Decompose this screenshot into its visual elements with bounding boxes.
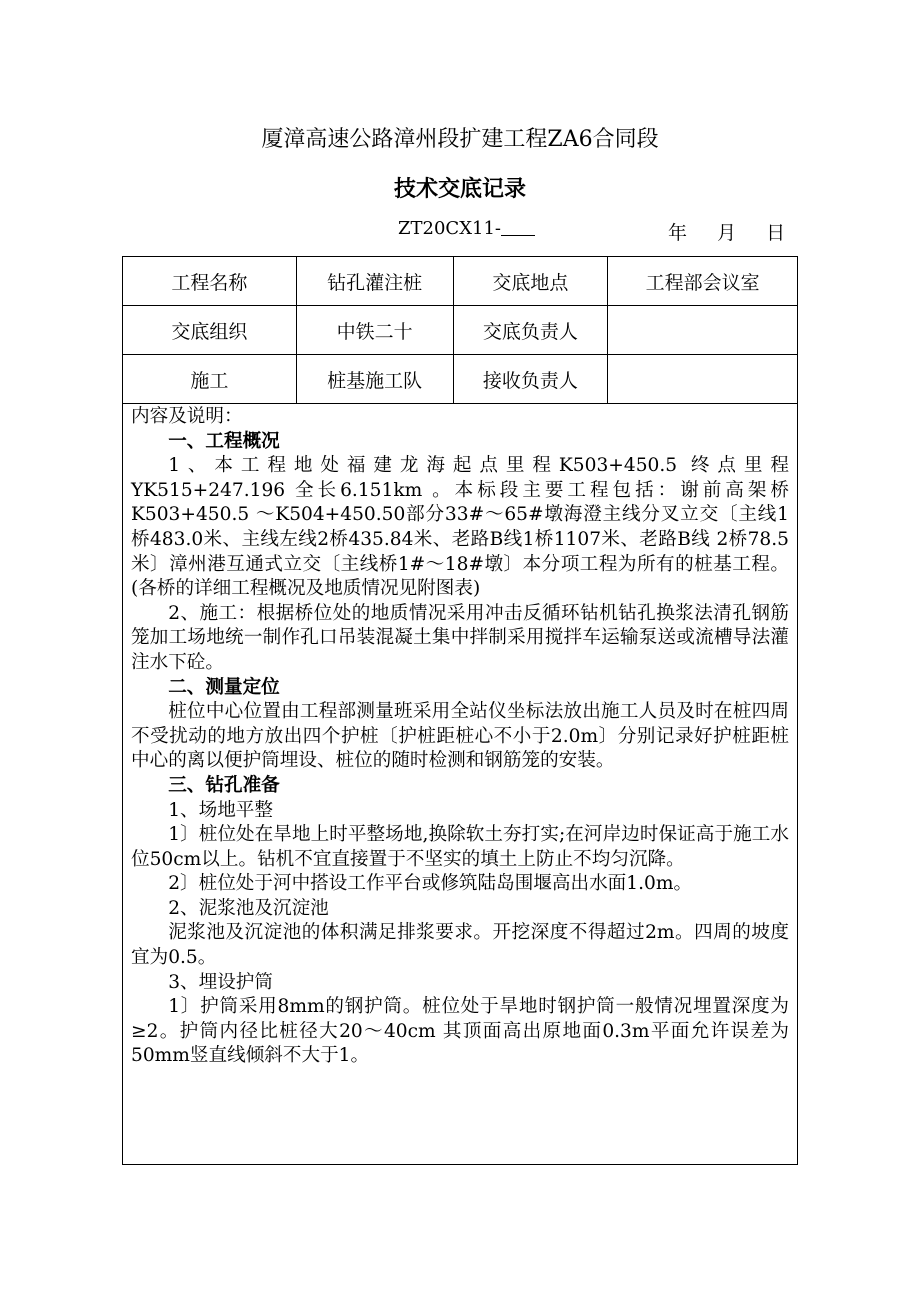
paragraph: 桩位中心位置由工程部测量班采用全站仪坐标法放出施工人员及时在桩四周不受扰动的地方放出四个护桩〔护桩距桩心不小于2.0m〕分别记录好护桩距桩中心的离以便护筒埋设、桩位的随时检测和钢筋笼的安装。 <box>131 701 789 772</box>
date-field <box>668 218 785 245</box>
table-cell: 交底负责人 <box>453 306 608 355</box>
info-table <box>122 256 798 404</box>
table-cell[interactable] <box>608 355 798 404</box>
table-cell: 桩基施工队 <box>296 355 453 404</box>
section-heading-overview: 一、工程概况 <box>168 430 280 452</box>
paragraph: 1〕桩位处在旱地上时平整场地,换除软土夯打实;在河岸边时保证高于施工水位50cm以上。钻机不宜直接置于不坚实的填土上防止不均匀沉降。 <box>131 824 789 870</box>
table-cell: 交底组织 <box>123 306 297 355</box>
table-cell: 交底地点 <box>453 257 608 306</box>
section-heading-survey: 二、测量定位 <box>168 676 280 698</box>
paragraph: 泥浆池及沉淀池的体积满足排浆要求。开挖深度不得超过2m。四周的坡度宜为0.5。 <box>131 922 789 969</box>
table-row <box>123 355 798 404</box>
table-row <box>123 306 798 355</box>
table-cell: 施工 <box>123 355 297 404</box>
date-month-label: 月 <box>717 222 737 244</box>
paragraph: 2、施工：根据桥位处的地质情况采用冲击反循环钻机钻孔换浆法清孔钢筋笼加工场地统一制作孔口吊装混凝土集中拌制采用搅拌车运输泵送或流槽导法灌注水下砼。 <box>131 602 789 673</box>
paragraph: 1、本工程地处福建龙海起点里程K503+450.5 终点里程YK515+247.196 全长6.151km 。本标段主要工程包括：谢前高架桥K503+450.5 ～K504+450.50部分33#～65#墩海澄主线分叉立交〔主线1桥483.0米、主线左线2桥435.84米、老路B线1桥1107米、老路B线 2桥78.5米〕漳州港互通式立交〔主线桥1#～18#墩〕本分项工程为所有的桩基工程。(各桥的详细工程概况及地质情况见附图表) <box>131 455 789 600</box>
paragraph: 1〕护筒采用8mm的钢护筒。桩位处于旱地时钢护筒一般情况埋置深度为≥2。护筒内径比桩径大20～40cm 其顶面高出原地面0.3m平面允许误差为50mm竖直线倾斜不大于1。 <box>131 996 789 1067</box>
document-subtitle: 技术交底记录 <box>393 176 526 202</box>
table-cell[interactable] <box>608 306 798 355</box>
document-title: 厦漳高速公路漳州段扩建工程ZA6合同段 <box>261 127 659 152</box>
document-number-prefix: ZT20CX11- <box>398 218 501 239</box>
table-row <box>123 257 798 306</box>
table-cell: 钻孔灌注桩 <box>296 257 453 306</box>
table-cell: 中铁二十 <box>296 306 453 355</box>
document-number <box>398 218 535 239</box>
date-year-label: 年 <box>668 222 688 244</box>
content-section <box>122 403 798 1165</box>
content-intro: 内容及说明： <box>131 406 243 427</box>
table-cell: 工程名称 <box>123 257 297 306</box>
subheading: 3、埋设护筒 <box>168 971 273 993</box>
subheading: 1、场地平整 <box>168 799 273 821</box>
date-day-label: 日 <box>766 222 786 244</box>
paragraph: 2〕桩位处于河中搭设工作平台或修筑陆岛围堰高出水面1.0m。 <box>168 873 693 895</box>
section-heading-drilling-prep: 三、钻孔准备 <box>168 774 280 796</box>
table-cell: 工程部会议室 <box>608 257 798 306</box>
document-number-blank[interactable] <box>501 219 535 236</box>
table-cell: 接收负责人 <box>453 355 608 404</box>
subheading: 2、泥浆池及沉淀池 <box>168 897 329 919</box>
